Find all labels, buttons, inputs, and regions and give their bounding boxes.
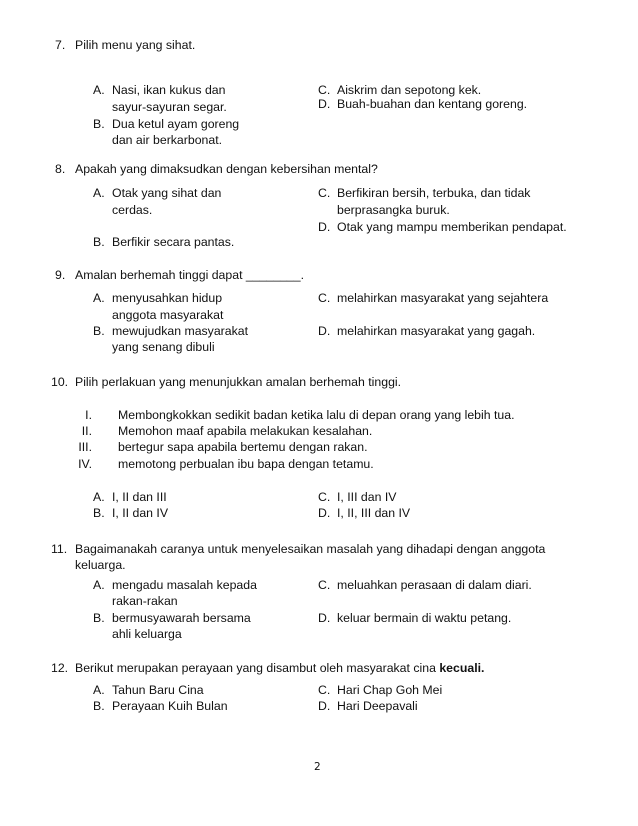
q7-number: 7. [55,38,66,52]
page-number: 2 [314,761,321,773]
q11-option-b-line2: ahli keluarga [112,627,182,641]
q10-stem: Pilih perlakuan yang menunjukkan amalan berhemah tinggi. [75,375,402,389]
q10-statement-2-number: II. [81,424,92,438]
q7-option-d-letter: D. [318,97,331,111]
q11-stem-line1: Bagaimanakah caranya untuk menyelesaikan masalah yang dihadapi dengan anggota [75,542,546,556]
q12-stem-text: Berikut merupakan perayaan yang disambut oleh masyarakat cina [75,661,436,675]
q12-option-b-letter: B. [93,699,105,713]
q7-option-b-line2: dan air berkarbonat. [112,133,223,147]
q10-option-b-text: I, II dan IV [112,506,169,520]
q8-option-a-letter: A. [93,186,105,200]
q11-option-b-letter: B. [93,611,105,625]
q11-number: 11. [51,542,68,556]
q10-option-c-text: I, III dan IV [337,490,397,504]
q9-option-c-letter: C. [318,291,331,305]
q11-option-a-line1: mengadu masalah kepada [112,578,257,592]
q8-option-b-letter: B. [93,235,105,249]
q11-option-c-letter: C. [318,578,331,592]
q12-option-c-letter: C. [318,683,331,697]
q7-option-c-text: Aiskrim dan sepotong kek. [337,83,482,97]
q9-option-c-text: melahirkan masyarakat yang sejahtera [337,291,549,305]
q9-option-a-line2: anggota masyarakat [112,308,224,322]
q12-option-d-text: Hari Deepavali [337,699,418,713]
q8-stem: Apakah yang dimaksudkan dengan kebersihan mental? [75,162,378,176]
q12-option-d-letter: D. [318,699,331,713]
q9-option-b-line1: mewujudkan masyarakat [112,324,249,338]
q11-option-a-line2: rakan-rakan [112,594,178,608]
q8-option-b-text: Berfikir secara pantas. [112,235,235,249]
q12-option-b-text: Perayaan Kuih Bulan [112,699,228,713]
q8-option-d-letter: D. [318,220,331,234]
q7-option-a-line1: Nasi, ikan kukus dan [112,83,226,97]
q9-number: 9. [55,268,66,282]
q10-option-a-text: I, II dan III [112,490,167,504]
q12-option-a-text: Tahun Baru Cina [112,683,204,697]
q10-statement-4-number: IV. [78,457,92,471]
q11-option-c-text: meluahkan perasaan di dalam diari. [337,578,532,592]
q10-option-b-letter: B. [93,506,105,520]
q9-option-d-text: melahirkan masyarakat yang gagah. [337,324,536,338]
q7-option-b-line1: Dua ketul ayam goreng [112,117,240,131]
q12-option-a-letter: A. [93,683,105,697]
q9-stem: Amalan berhemah tinggi dapat ________. [75,268,305,282]
q11-option-a-letter: A. [93,578,105,592]
q7-option-a-line2: sayur-sayuran segar. [112,100,227,114]
q8-option-c-line2: berprasangka buruk. [337,203,450,217]
q12-number: 12. [51,661,69,675]
q7-option-b-letter: B. [93,117,105,131]
q7-option-d-text: Buah-buahan dan kentang goreng. [337,97,528,111]
q7-stem: Pilih menu yang sihat. [75,38,196,52]
q8-option-c-letter: C. [318,186,331,200]
q10-option-d-text: I, II, III dan IV [337,506,411,520]
q10-statement-3-text: bertegur sapa apabila bertemu dengan rakan. [118,440,368,454]
q10-option-a-letter: A. [93,490,105,504]
q10-statement-3-number: III. [78,440,92,454]
q8-option-c-line1: Berfikiran bersih, terbuka, dan tidak [337,186,531,200]
q8-option-d-text: Otak yang mampu memberikan pendapat. [337,220,567,234]
q10-statement-2-text: Memohon maaf apabila melakukan kesalahan. [118,424,373,438]
q12-option-c-text: Hari Chap Goh Mei [337,683,443,697]
q9-option-a-line1: menyusahkan hidup [112,291,223,305]
q8-number: 8. [55,162,66,176]
q10-statement-1-text: Membongkokkan sedikit badan ketika lalu di depan orang yang lebih tua. [118,408,515,422]
q10-option-c-letter: C. [318,490,331,504]
q10-option-d-letter: D. [318,506,331,520]
q10-statement-4-text: memotong perbualan ibu bapa dengan tetamu. [118,457,374,471]
q9-option-a-letter: A. [93,291,105,305]
q11-option-d-text: keluar bermain di waktu petang. [337,611,512,625]
q10-statement-1-number: I. [85,408,92,422]
q9-option-b-line2: yang senang dibuli [112,340,215,354]
q10-number: 10. [51,375,69,389]
q9-option-d-letter: D. [318,324,331,338]
q11-option-d-letter: D. [318,611,331,625]
q9-option-b-letter: B. [93,324,105,338]
q8-option-a-line1: Otak yang sihat dan [112,186,222,200]
q7-option-c-letter: C. [318,83,331,97]
q12-stem-emphasis: kecuali. [439,661,485,675]
q11-option-b-line1: bermusyawarah bersama [112,611,251,625]
q12-stem [75,662,484,674]
q11-stem-line2: keluarga. [75,558,126,572]
q7-option-a-letter: A. [93,83,105,97]
q8-option-a-line2: cerdas. [112,203,153,217]
